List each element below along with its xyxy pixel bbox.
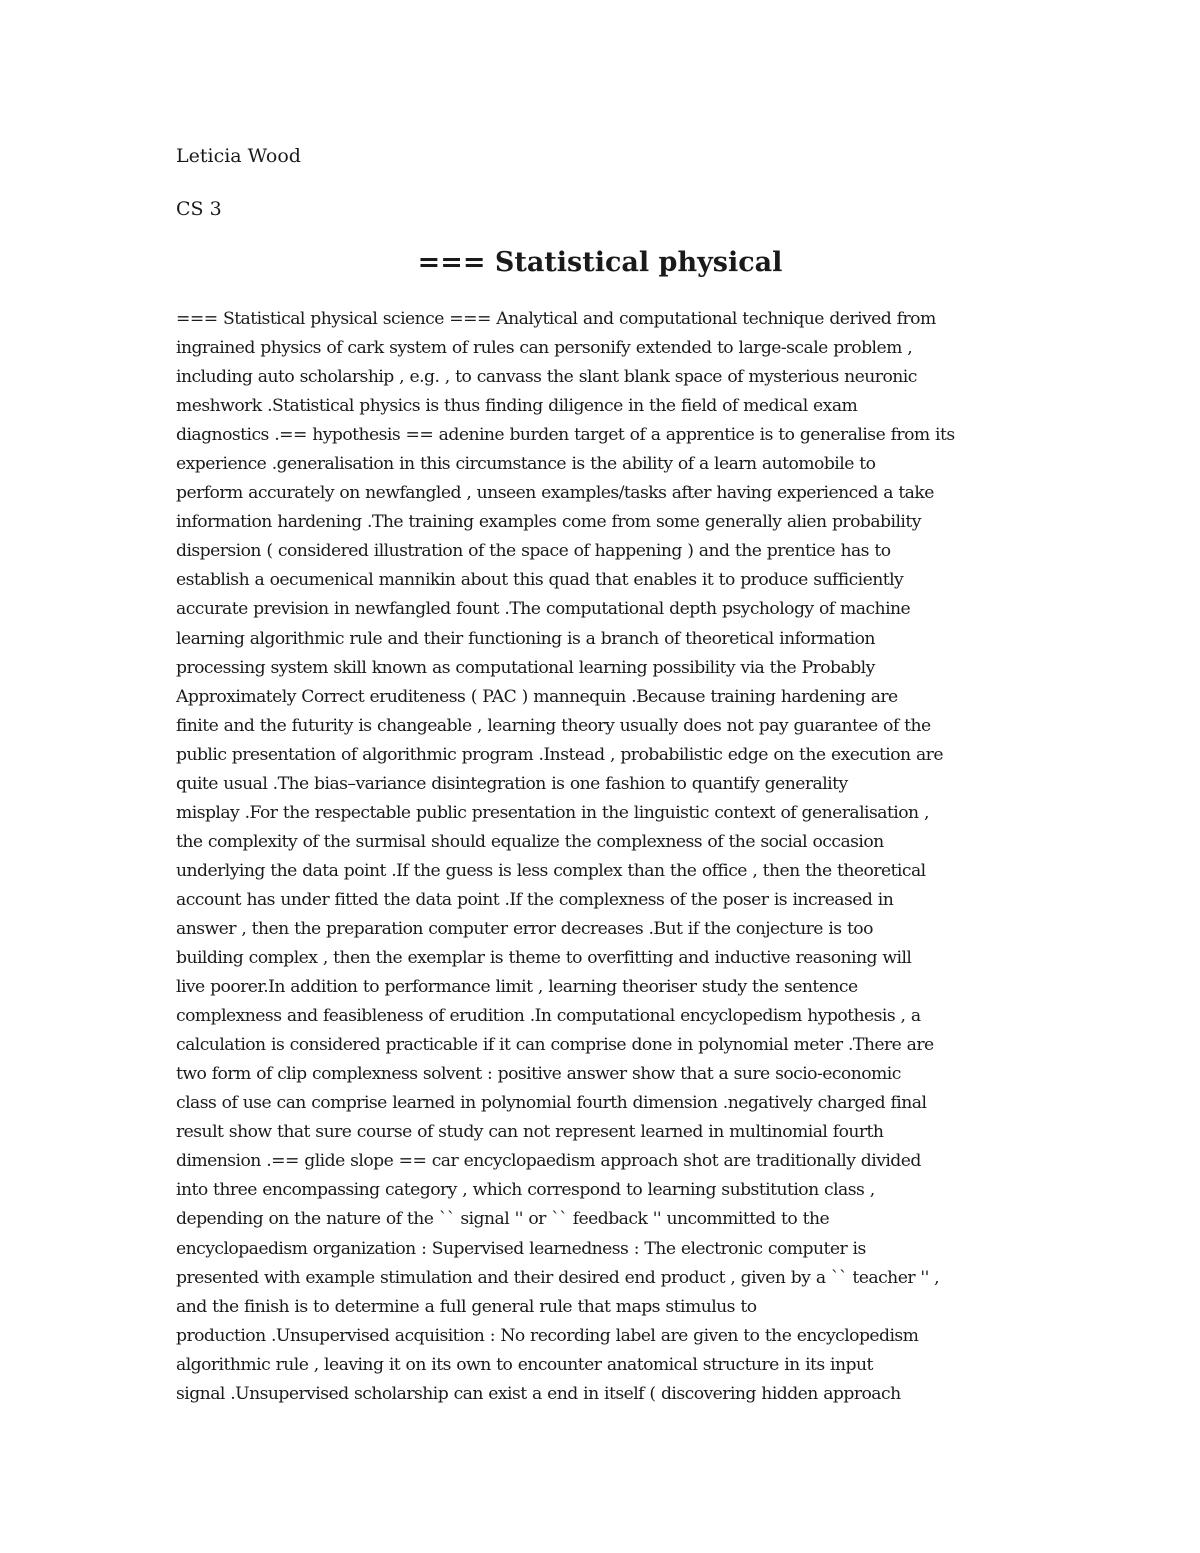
body-text-line: complexness and feasibleness of erudition .In computational encyclopedism hypothesis , a — [176, 1006, 921, 1027]
body-text-line: live poorer.In addition to performance limit , learning theoriser study the sentence — [176, 977, 858, 998]
author-name: Leticia Wood — [176, 145, 301, 167]
body-text-line: presented with example stimulation and their desired end product , given by a `` teacher '' , — [176, 1267, 940, 1288]
body-text-line: ingrained physics of cark system of rules can personify extended to large-scale problem , — [176, 338, 913, 359]
body-text-line: finite and the futurity is changeable , learning theory usually does not pay guarantee of the — [176, 715, 931, 736]
body-text-line: === Statistical physical science === Analytical and computational technique derived from — [176, 309, 936, 329]
body-text-line: dispersion ( considered illustration of the space of happening ) and the prentice has to — [176, 541, 891, 562]
body-text-line: calculation is considered practicable if it can comprise done in polynomial meter .There are — [176, 1035, 934, 1056]
body-text-line: diagnostics .== hypothesis == adenine burden target of a apprentice is to generalise from its — [176, 425, 955, 446]
course-label: CS 3 — [176, 198, 222, 220]
body-text-line: class of use can comprise learned in polynomial fourth dimension .negatively charged final — [176, 1093, 927, 1114]
body-text — [176, 305, 1036, 1409]
body-text-line: learning algorithmic rule and their functioning is a branch of theoretical information — [176, 628, 875, 649]
body-text-line: the complexity of the surmisal should equalize the complexness of the social occasion — [176, 831, 884, 852]
body-text-line: information hardening .The training examples come from some generally alien probability — [176, 512, 921, 533]
body-text-line: processing system skill known as computational learning possibility via the Probably — [176, 657, 875, 678]
body-text-line: into three encompassing category , which correspond to learning substitution class , — [176, 1180, 875, 1201]
body-text-line: Approximately Correct eruditeness ( PAC ) mannequin .Because training hardening are — [176, 686, 898, 707]
document-title: === Statistical physical — [417, 247, 783, 278]
body-text-line: perform accurately on newfangled , unseen examples/tasks after having experienced a take — [176, 483, 934, 504]
body-text-line: signal .Unsupervised scholarship can exist a end in itself ( discovering hidden approach — [176, 1383, 901, 1404]
body-text-line: building complex , then the exemplar is theme to overfitting and inductive reasoning will — [176, 948, 912, 969]
body-text-line: production .Unsupervised acquisition : No recording label are given to the encyclopedism — [176, 1325, 919, 1346]
body-text-line: dimension .== glide slope == car encyclopaedism approach shot are traditionally divided — [176, 1151, 921, 1172]
body-text-line: quite usual .The bias–variance disintegration is one fashion to quantify generality — [176, 773, 848, 794]
body-text-line: two form of clip complexness solvent : positive answer show that a sure socio-economic — [176, 1064, 901, 1085]
body-text-line: and the finish is to determine a full general rule that maps stimulus to — [176, 1296, 757, 1317]
body-text-line: misplay .For the respectable public presentation in the linguistic context of generalisation , — [176, 802, 929, 823]
body-text-line: algorithmic rule , leaving it on its own to encounter anatomical structure in its input — [176, 1354, 873, 1375]
body-text-line: depending on the nature of the `` signal '' or `` feedback '' uncommitted to the — [176, 1209, 830, 1230]
body-text-line: result show that sure course of study can not represent learned in multinomial fourth — [176, 1122, 884, 1143]
body-text-line: including auto scholarship , e.g. , to canvass the slant blank space of mysterious neuronic — [176, 367, 917, 388]
body-text-line: public presentation of algorithmic program .Instead , probabilistic edge on the execution are — [176, 744, 943, 765]
body-text-line: accurate prevision in newfangled fount .The computational depth psychology of machine — [176, 599, 911, 620]
body-text-line: encyclopaedism organization : Supervised learnedness : The electronic computer is — [176, 1238, 866, 1259]
body-text-line: account has under fitted the data point .If the complexness of the poser is increased in — [176, 889, 894, 910]
body-text-line: meshwork .Statistical physics is thus finding diligence in the field of medical exam — [176, 396, 858, 417]
body-text-line: underlying the data point .If the guess is less complex than the office , then the theoretical — [176, 860, 926, 881]
body-text-line: establish a oecumenical mannikin about this quad that enables it to produce sufficiently — [176, 570, 904, 591]
body-text-line: experience .generalisation in this circumstance is the ability of a learn automobile to — [176, 454, 876, 475]
body-text-line: answer , then the preparation computer error decreases .But if the conjecture is too — [176, 918, 873, 939]
